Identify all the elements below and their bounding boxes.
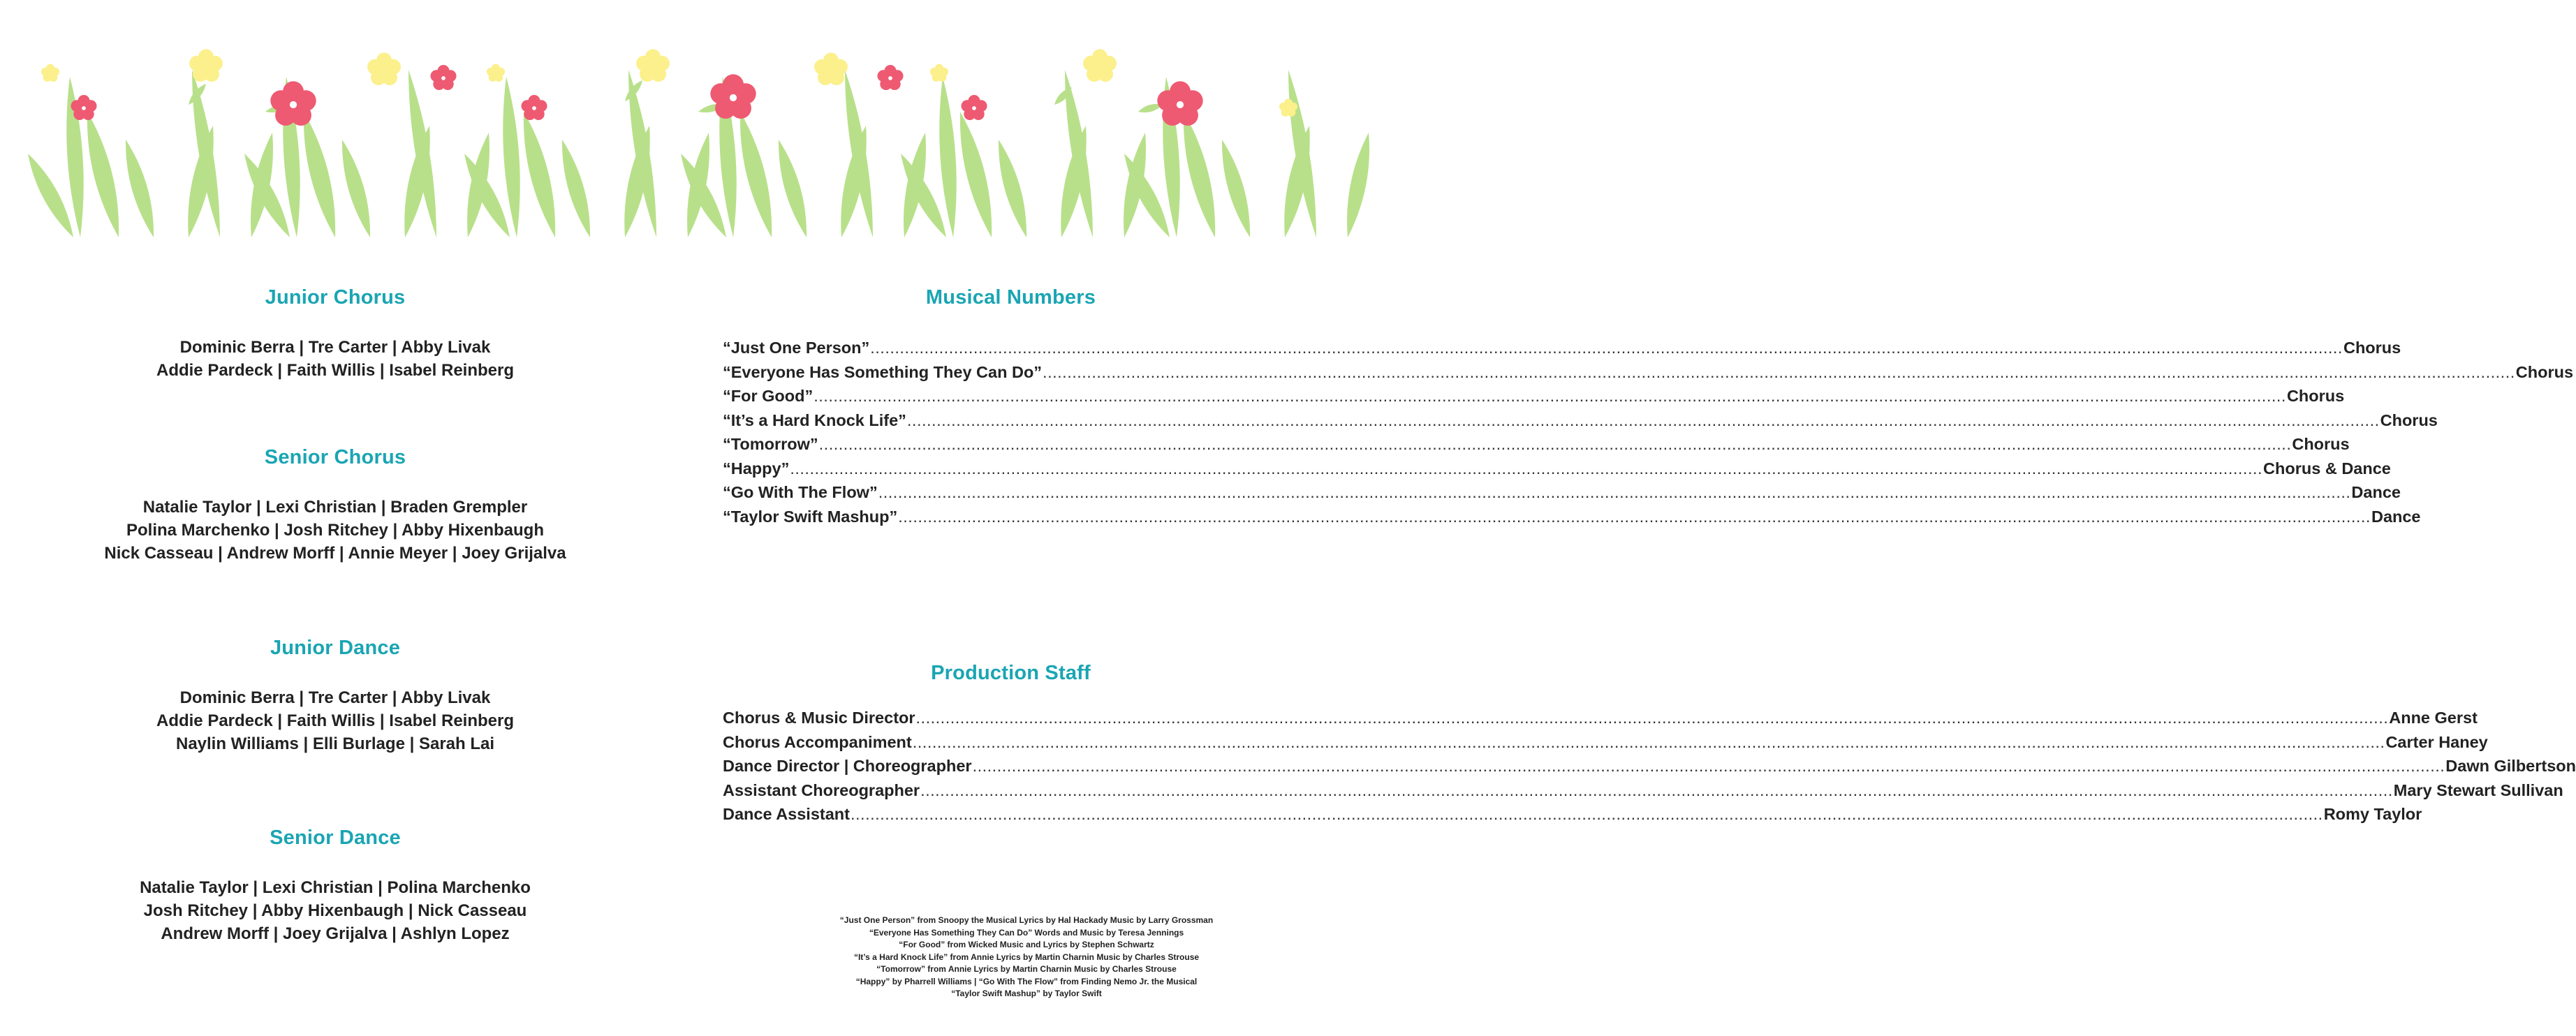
- row-label: “For Good”: [723, 387, 814, 405]
- dot-leader: ............................................................................................................................................................................................................................................................................................................: [912, 732, 2385, 751]
- text-line: Addie Pardeck | Faith Willis | Isabel Reinberg: [156, 361, 514, 380]
- dot-leader: ............................................................................................................................................................................................................................................................................................................: [920, 780, 2393, 799]
- row-label: Dance Assistant: [723, 805, 850, 823]
- senior-dance-names: [63, 876, 608, 945]
- row-value: Chorus & Dance: [2263, 459, 2391, 478]
- song-credits: [782, 915, 1271, 1000]
- row-value: Romy Taylor: [2323, 805, 2422, 823]
- dot-leader: ............................................................................................................................................................................................................................................................................................................: [898, 507, 2371, 526]
- flower-center: [1095, 61, 1105, 71]
- text-line: “Taylor Swift Mashup” by Taylor Swift: [951, 989, 1102, 998]
- text-line: Nick Casseau | Andrew Morff | Annie Meyer | Joey Grijalva: [104, 544, 566, 563]
- leaf-shape: [28, 154, 73, 237]
- text-line: Naylin Williams | Elli Burlage | Sarah Lai: [175, 734, 495, 753]
- text-line: Dominic Berra | Tre Carter | Abby Livak: [179, 688, 491, 707]
- flower-center: [826, 65, 836, 75]
- leader-row: [723, 432, 2350, 457]
- row-label: Dance Director | Choreographer: [723, 757, 972, 775]
- leader-row: [723, 384, 2345, 408]
- row-label: “Taylor Swift Mashup”: [723, 507, 898, 526]
- dot-leader: ............................................................................................................................................................................................................................................................................................................: [818, 435, 2292, 453]
- senior-chorus-names: [63, 496, 608, 565]
- leaf-shape: [126, 140, 154, 237]
- musical-numbers-list: [723, 336, 2574, 528]
- text-line: Addie Pardeck | Faith Willis | Isabel Reinberg: [156, 711, 514, 730]
- dot-leader: ............................................................................................................................................................................................................................................................................................................: [850, 805, 2323, 823]
- text-line: Dominic Berra | Tre Carter | Abby Livak: [179, 338, 491, 357]
- flower-center: [379, 65, 389, 75]
- leaf-shape: [342, 140, 370, 237]
- flower-center-dot: [290, 101, 297, 108]
- junior-dance-title: Junior Dance: [270, 637, 401, 659]
- row-label: “It’s a Hard Knock Life”: [723, 410, 906, 429]
- dot-leader: ............................................................................................................................................................................................................................................................................................................: [972, 757, 2445, 775]
- leaf-shape: [1347, 133, 1369, 237]
- leaf-shape: [999, 140, 1026, 237]
- leaf-shape: [1222, 140, 1250, 237]
- leader-row: [723, 360, 2574, 385]
- row-label: “Just One Person”: [723, 339, 870, 357]
- text-line: Polina Marchenko | Josh Ritchey | Abby Hixenbaugh: [126, 521, 544, 540]
- flower-center-dot: [730, 94, 737, 101]
- production-staff-title: Production Staff: [931, 662, 1091, 684]
- row-value: Dance: [2351, 483, 2401, 501]
- text-line: “It’s a Hard Knock Life” from Annie Lyrics by Martin Charnin Music by Charles Strouse: [853, 952, 1200, 962]
- text-line: “Tomorrow” from Annie Lyrics by Martin Charnin Music by Charles Strouse: [876, 964, 1177, 974]
- dot-leader: ............................................................................................................................................................................................................................................................................................................: [790, 459, 2263, 478]
- dot-leader: ............................................................................................................................................................................................................................................................................................................: [1043, 362, 2515, 381]
- senior-dance-title: Senior Dance: [270, 827, 401, 849]
- musical-numbers-title: Musical Numbers: [925, 286, 1096, 309]
- flower-center: [1286, 105, 1291, 111]
- senior-chorus-title: Senior Chorus: [264, 446, 406, 468]
- dot-leader: ............................................................................................................................................................................................................................................................................................................: [878, 483, 2351, 501]
- row-value: Chorus: [2292, 435, 2350, 453]
- dot-leader: ............................................................................................................................................................................................................................................................................................................: [915, 709, 2389, 727]
- row-label: Assistant Choreographer: [723, 780, 920, 799]
- leaf-shape: [740, 112, 772, 237]
- row-value: Carter Haney: [2385, 732, 2488, 751]
- leaf-shape: [779, 140, 807, 237]
- flower-center: [47, 71, 53, 76]
- row-value: Dawn Gilbertson: [2445, 757, 2576, 775]
- row-value: Chorus: [2286, 387, 2345, 405]
- dot-leader: ............................................................................................................................................................................................................................................................................................................: [814, 387, 2286, 405]
- row-label: Chorus Accompaniment: [723, 732, 912, 751]
- flower-center-dot: [82, 106, 86, 110]
- flower-center-dot: [441, 76, 446, 80]
- dot-leader: ............................................................................................................................................................................................................................................................................................................: [870, 339, 2343, 357]
- text-line: Natalie Taylor | Lexi Christian | Braden Grempler: [142, 498, 528, 517]
- row-value: Anne Gerst: [2389, 709, 2478, 727]
- dot-leader: ............................................................................................................................................................................................................................................................................................................: [906, 410, 2380, 429]
- leaf-shape: [960, 112, 992, 237]
- row-value: Dance: [2371, 507, 2421, 526]
- text-line: Natalie Taylor | Lexi Christian | Polina Marchenko: [140, 878, 531, 897]
- leader-row: [723, 778, 2563, 803]
- flower-center: [936, 71, 942, 76]
- junior-chorus-names: [63, 336, 608, 382]
- junior-chorus-title: Junior Chorus: [265, 286, 406, 309]
- flower-center: [648, 61, 658, 71]
- senior-chorus-section: [63, 446, 608, 565]
- flower-banner: [0, 0, 1341, 258]
- row-label: “Tomorrow”: [723, 435, 818, 453]
- flower-center-dot: [1177, 101, 1184, 108]
- leader-row: [723, 802, 2422, 827]
- flower-center: [201, 61, 211, 71]
- junior-dance-section: [63, 637, 608, 755]
- senior-dance-section: [63, 827, 608, 945]
- row-value: Chorus: [2343, 339, 2401, 357]
- leader-row: [723, 480, 2401, 505]
- leader-row: [723, 408, 2438, 433]
- production-staff-list: [723, 706, 2576, 827]
- leaf-shape: [87, 112, 119, 237]
- row-label: “Go With The Flow”: [723, 483, 878, 501]
- leaf-shape: [562, 140, 590, 237]
- row-value: Chorus: [2515, 362, 2574, 381]
- leader-row: [723, 754, 2576, 778]
- row-value: Chorus: [2380, 410, 2438, 429]
- leaf-shape: [939, 77, 957, 237]
- text-line: Josh Ritchey | Abby Hixenbaugh | Nick Casseau: [143, 901, 527, 920]
- row-value: Mary Stewart Sullivan: [2393, 780, 2563, 799]
- leader-row: [723, 336, 2401, 360]
- production-staff-section: [723, 662, 2576, 827]
- leaf-shape: [1184, 112, 1215, 237]
- leaf-shape: [524, 112, 555, 237]
- flower-center-dot: [532, 106, 536, 110]
- junior-chorus-section: [63, 286, 608, 382]
- leader-row: [723, 505, 2421, 529]
- flower-center-dot: [888, 76, 892, 80]
- leaf-shape: [304, 112, 335, 237]
- junior-dance-names: [63, 686, 608, 755]
- leader-row: [723, 457, 2391, 481]
- leader-row: [723, 706, 2478, 730]
- row-label: Chorus & Music Director: [723, 709, 915, 727]
- leaf-shape: [503, 77, 520, 237]
- musical-numbers-section: [723, 286, 2574, 528]
- row-label: “Everyone Has Something They Can Do”: [723, 362, 1043, 381]
- row-label: “Happy”: [723, 459, 790, 478]
- flower-center-dot: [972, 106, 976, 110]
- text-line: “Just One Person” from Snoopy the Musical Lyrics by Hal Hackady Music by Larry Grossman: [839, 915, 1214, 925]
- flower-center: [493, 71, 499, 76]
- text-line: “Happy” by Pharrell Williams | “Go With The Flow” from Finding Nemo Jr. the Musical: [855, 976, 1198, 986]
- leader-row: [723, 730, 2488, 755]
- text-line: “For Good” from Wicked Music and Lyrics by Stephen Schwartz: [899, 940, 1154, 949]
- text-line: Andrew Morff | Joey Grijalva | Ashlyn Lopez: [161, 924, 510, 943]
- text-line: “Everyone Has Something They Can Do” Words and Music by Teresa Jennings: [869, 927, 1184, 938]
